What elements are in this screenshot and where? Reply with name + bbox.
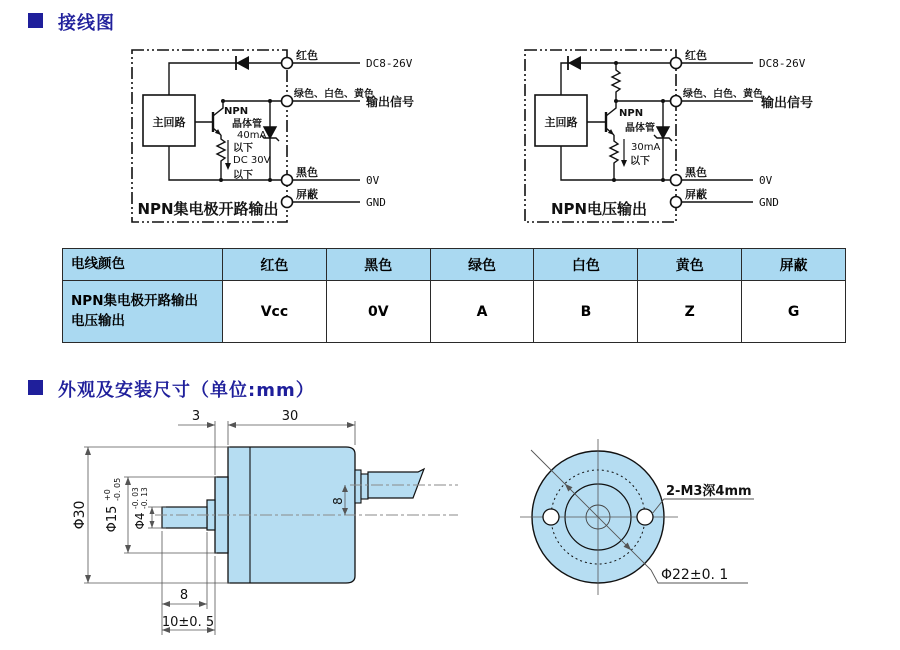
value-g: G <box>742 281 846 343</box>
wiring-diagram-npn-voltage <box>513 42 853 232</box>
header-green: 绿色 <box>430 249 534 281</box>
transistor-label: 晶体管 <box>232 119 262 130</box>
main-circuit-label: 主回路 <box>152 116 186 129</box>
signal-label-gnd: GND <box>366 196 386 209</box>
section-bullet-icon <box>28 13 43 28</box>
wire-label-output: 绿色、白色、黄色 <box>294 89 374 100</box>
diagram1-title: NPN集电极开路输出 <box>137 200 279 218</box>
front-view <box>520 439 754 595</box>
wire-label-black: 黑色 <box>685 166 707 179</box>
header-white: 白色 <box>534 249 638 281</box>
signal-label-output: 输出信号 <box>366 95 415 109</box>
screw-spec-label: 2-M3深4mm <box>666 484 752 499</box>
wire-label-shield: 屏蔽 <box>296 188 318 201</box>
svg-text:-0. 03: -0. 03 <box>131 487 140 509</box>
section-title-dimensions: 外观及安装尺寸（单位:mm） <box>58 380 315 401</box>
signal-label-power: DC8-26V <box>759 57 806 70</box>
table-header-row <box>63 249 846 281</box>
cable-gland-inner <box>361 474 368 499</box>
value-b: B <box>534 281 638 343</box>
section-title-wiring: 接线图 <box>58 13 115 34</box>
current-label: 30mA <box>631 142 661 153</box>
circuit-wires <box>561 63 753 202</box>
current-arrow <box>621 139 627 167</box>
voltage-label: DC 30V <box>233 155 271 166</box>
dim-cable-offset <box>331 497 345 505</box>
below-label-1: 以下 <box>233 143 253 154</box>
svg-text:-0. 05: -0. 05 <box>113 477 122 501</box>
wiring-diagram-npn-open-collector <box>120 42 460 232</box>
wire-label-red: 红色 <box>685 49 707 62</box>
zener-diode <box>654 127 672 141</box>
screw-hole-right <box>637 509 653 525</box>
dim-body-dia <box>72 501 88 530</box>
row-label-line2: 电压输出 <box>71 312 125 329</box>
section-bullet-icon <box>28 380 43 395</box>
header-wire-color: 电线颜色 <box>63 249 223 281</box>
svg-text:+0: +0 <box>103 489 112 501</box>
dim-flange-width: 3 <box>191 409 201 424</box>
transistor-type-label: NPN <box>224 106 249 117</box>
signal-label-gnd: GND <box>759 196 779 209</box>
value-z: Z <box>638 281 742 343</box>
value-0v: 0V <box>326 281 430 343</box>
bolt-circle-label: Φ22±0. 1 <box>661 567 729 583</box>
dimension-drawings <box>50 395 870 650</box>
cable <box>368 469 424 498</box>
signal-label-0v: 0V <box>366 174 380 187</box>
header-black: 黑色 <box>326 249 430 281</box>
row-label <box>63 281 223 343</box>
dim-shaft-dia <box>131 487 149 530</box>
diagram2-title: NPN电压输出 <box>550 200 648 218</box>
row-label-line1: NPN集电极开路输出 <box>71 292 198 309</box>
svg-text:Φ15: Φ15 <box>105 505 120 533</box>
wire-label-output: 绿色、白色、黄色 <box>683 89 763 100</box>
main-circuit-label: 主回路 <box>544 116 578 129</box>
below-label-1: 以下 <box>630 156 650 167</box>
svg-text:-0. 13: -0. 13 <box>140 487 149 509</box>
below-label-2: 以下 <box>233 170 253 181</box>
dim-shaft-exposed: 8 <box>179 588 189 603</box>
wire-color-table <box>62 248 846 343</box>
cable-gland-outer <box>355 470 361 503</box>
current-label: 40mA <box>237 130 267 141</box>
side-view <box>72 409 458 635</box>
shaft <box>162 507 207 528</box>
dim-flange-dia <box>103 478 122 533</box>
wire-label-red: 红色 <box>296 49 318 62</box>
transistor-type-label: NPN <box>619 108 644 119</box>
svg-text:Φ4: Φ4 <box>133 512 147 530</box>
screw-hole-left <box>543 509 559 525</box>
dim-shaft-total: 10±0. 5 <box>161 615 215 630</box>
dim-body-length: 30 <box>281 409 299 424</box>
current-arrow <box>225 140 231 170</box>
signal-label-0v: 0V <box>759 174 773 187</box>
signal-label-power: DC8-26V <box>366 57 413 70</box>
value-vcc: Vcc <box>223 281 327 343</box>
protection-diode <box>568 56 581 70</box>
screw-leader <box>652 499 754 514</box>
signal-label-output: 输出信号 <box>761 96 814 111</box>
wire-label-shield: 屏蔽 <box>685 188 707 201</box>
header-shield: 屏蔽 <box>742 249 846 281</box>
transistor-label: 晶体管 <box>625 123 655 134</box>
header-yellow: 黄色 <box>638 249 742 281</box>
header-red: 红色 <box>223 249 327 281</box>
svg-text:8: 8 <box>331 497 345 505</box>
wire-label-black: 黑色 <box>296 166 318 179</box>
protection-diode <box>236 56 249 70</box>
value-a: A <box>430 281 534 343</box>
table-data-row <box>63 281 846 343</box>
svg-text:Φ30: Φ30 <box>72 500 88 530</box>
